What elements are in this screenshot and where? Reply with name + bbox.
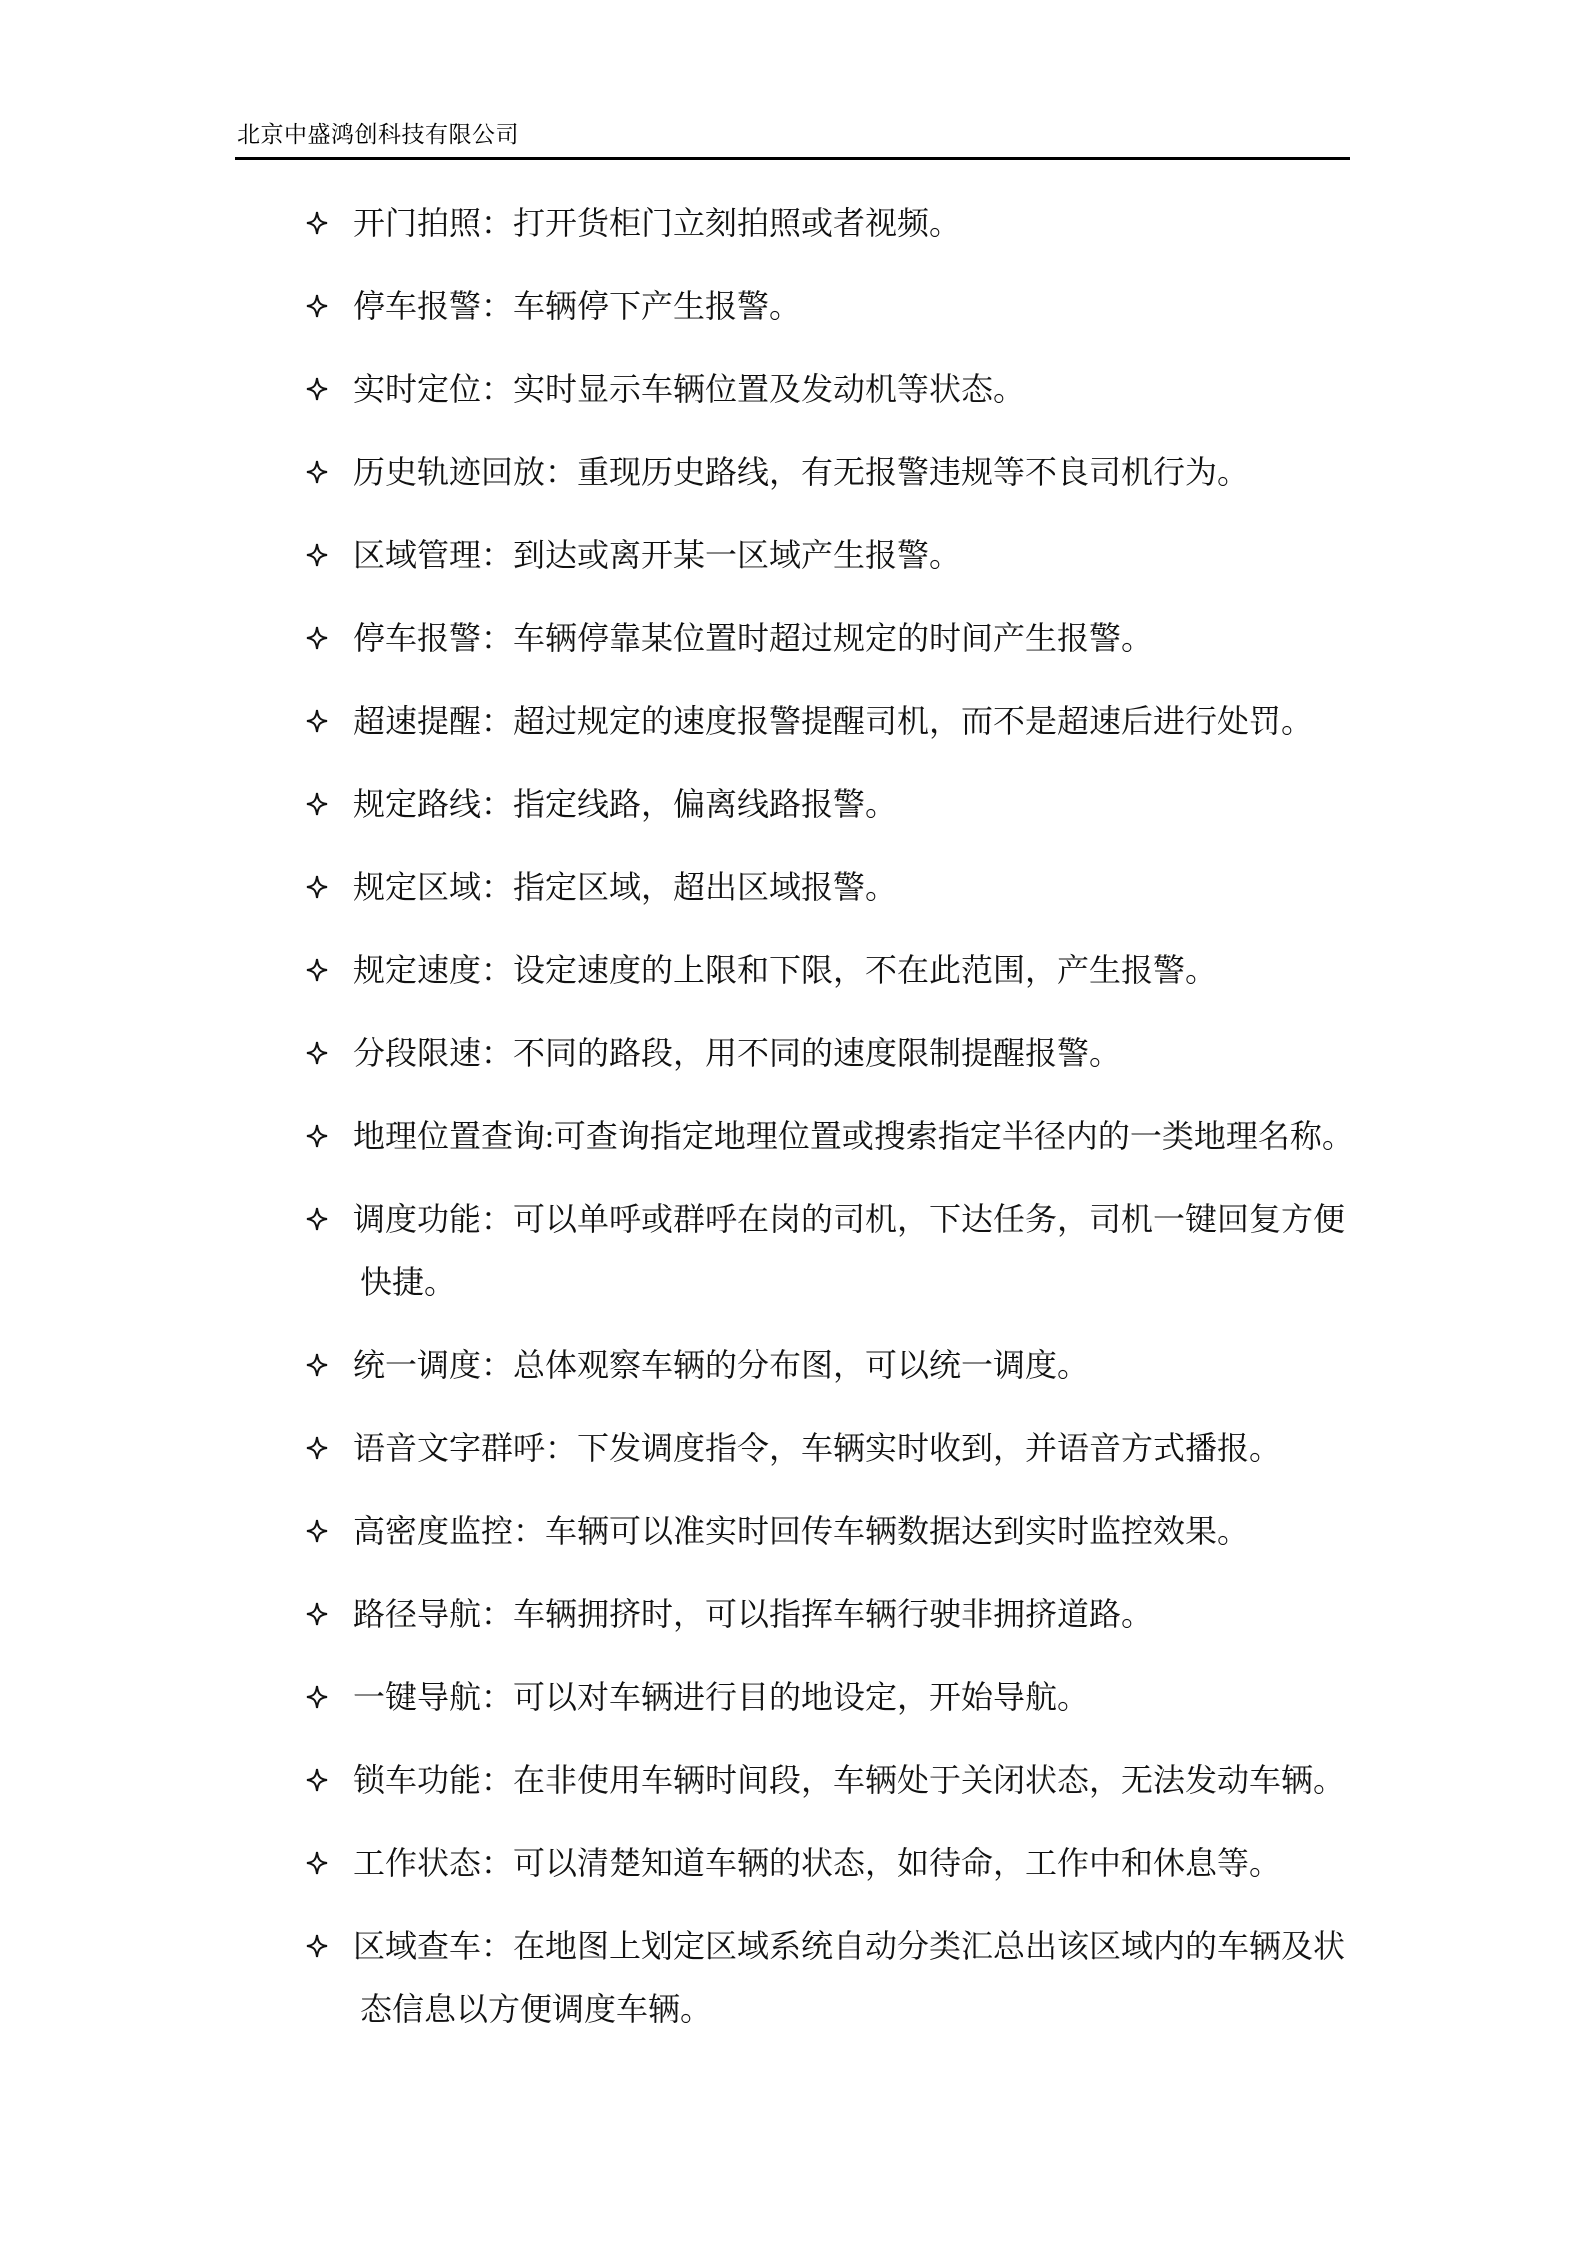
- feature-description: 规定区域：指定区域，超出区域报警。: [353, 869, 898, 905]
- feature-list-item: [300, 450, 1380, 494]
- feature-description: 规定路线：指定线路，偏离线路报警。: [353, 786, 898, 822]
- header-divider: [235, 157, 1350, 160]
- diamond-star-bullet-icon: [305, 948, 329, 992]
- feature-list-item: [300, 1758, 1380, 1802]
- feature-list-item: [300, 948, 1380, 992]
- feature-list-item: [300, 699, 1380, 743]
- feature-list-item: [300, 201, 1380, 245]
- feature-list-item: [300, 1114, 1380, 1158]
- feature-description: 历史轨迹回放：重现历史路线，有无报警违规等不良司机行为。: [353, 454, 1250, 490]
- feature-list-item: [300, 367, 1380, 411]
- diamond-star-bullet-icon: [305, 367, 329, 411]
- diamond-star-bullet-icon: [305, 1675, 329, 1719]
- feature-description: 区域查车：在地图上划定区域系统自动分类汇总出该区域内的车辆及状: [353, 1928, 1346, 1964]
- feature-list-item: [300, 865, 1380, 909]
- diamond-star-bullet-icon: [305, 1114, 329, 1158]
- feature-description-continuation: 态信息以方便调度车辆。: [360, 1991, 713, 2027]
- feature-description: 调度功能：可以单呼或群呼在岗的司机，下达任务，司机一键回复方便: [353, 1201, 1346, 1237]
- diamond-star-bullet-icon: [305, 1758, 329, 1802]
- feature-description: 高密度监控：车辆可以准实时回传车辆数据达到实时监控效果。: [353, 1513, 1250, 1549]
- feature-description: 统一调度：总体观察车辆的分布图，可以统一调度。: [353, 1347, 1090, 1383]
- feature-list-item: [300, 1426, 1380, 1470]
- feature-description: 停车报警：车辆停靠某位置时超过规定的时间产生报警。: [353, 620, 1154, 656]
- diamond-star-bullet-icon: [305, 450, 329, 494]
- diamond-star-bullet-icon: [305, 782, 329, 826]
- page-header-company-name: 北京中盛鸿创科技有限公司: [237, 121, 519, 147]
- diamond-star-bullet-icon: [305, 1031, 329, 1075]
- feature-description: 停车报警：车辆停下产生报警。: [353, 288, 802, 324]
- feature-description: 实时定位：实时显示车辆位置及发动机等状态。: [353, 371, 1026, 407]
- feature-description: 锁车功能：在非使用车辆时间段，车辆处于关闭状态，无法发动车辆。: [353, 1762, 1346, 1798]
- feature-description: 路径导航：车辆拥挤时，可以指挥车辆行驶非拥挤道路。: [353, 1596, 1154, 1632]
- feature-description: 地理位置查询:可查询指定地理位置或搜索指定半径内的一类地理名称。: [353, 1118, 1354, 1154]
- feature-description: 规定速度：设定速度的上限和下限，不在此范围，产生报警。: [353, 952, 1218, 988]
- diamond-star-bullet-icon: [305, 1343, 329, 1387]
- diamond-star-bullet-icon: [305, 865, 329, 909]
- feature-list-item: [300, 1509, 1380, 1553]
- feature-description: 语音文字群呼：下发调度指令，车辆实时收到，并语音方式播报。: [353, 1430, 1282, 1466]
- diamond-star-bullet-icon: [305, 284, 329, 328]
- feature-list-item: [300, 284, 1380, 328]
- diamond-star-bullet-icon: [305, 1509, 329, 1553]
- feature-description: 工作状态：可以清楚知道车辆的状态，如待命，工作中和休息等。: [353, 1845, 1282, 1881]
- diamond-star-bullet-icon: [305, 616, 329, 660]
- feature-description-continuation: 快捷。: [360, 1264, 457, 1300]
- feature-description: 开门拍照：打开货柜门立刻拍照或者视频。: [353, 205, 962, 241]
- feature-list-item: [300, 1031, 1380, 1075]
- feature-list-item: [300, 1343, 1380, 1387]
- feature-list-item: [300, 1924, 1380, 1968]
- diamond-star-bullet-icon: [305, 201, 329, 245]
- diamond-star-bullet-icon: [305, 1197, 329, 1241]
- diamond-star-bullet-icon: [305, 1592, 329, 1636]
- diamond-star-bullet-icon: [305, 533, 329, 577]
- diamond-star-bullet-icon: [305, 1841, 329, 1885]
- feature-description: 一键导航：可以对车辆进行目的地设定，开始导航。: [353, 1679, 1090, 1715]
- diamond-star-bullet-icon: [305, 699, 329, 743]
- feature-description: 区域管理：到达或离开某一区域产生报警。: [353, 537, 962, 573]
- feature-list-item: [300, 533, 1380, 577]
- diamond-star-bullet-icon: [305, 1426, 329, 1470]
- feature-description: 超速提醒：超过规定的速度报警提醒司机，而不是超速后进行处罚。: [353, 703, 1314, 739]
- diamond-star-bullet-icon: [305, 1924, 329, 1968]
- feature-list-item: [300, 782, 1380, 826]
- feature-list-item: [300, 1592, 1380, 1636]
- feature-list-item: [300, 1841, 1380, 1885]
- feature-list-item: [300, 1675, 1380, 1719]
- feature-list-item: [300, 1197, 1380, 1241]
- feature-description: 分段限速：不同的路段，用不同的速度限制提醒报警。: [353, 1035, 1122, 1071]
- feature-list-item: [300, 616, 1380, 660]
